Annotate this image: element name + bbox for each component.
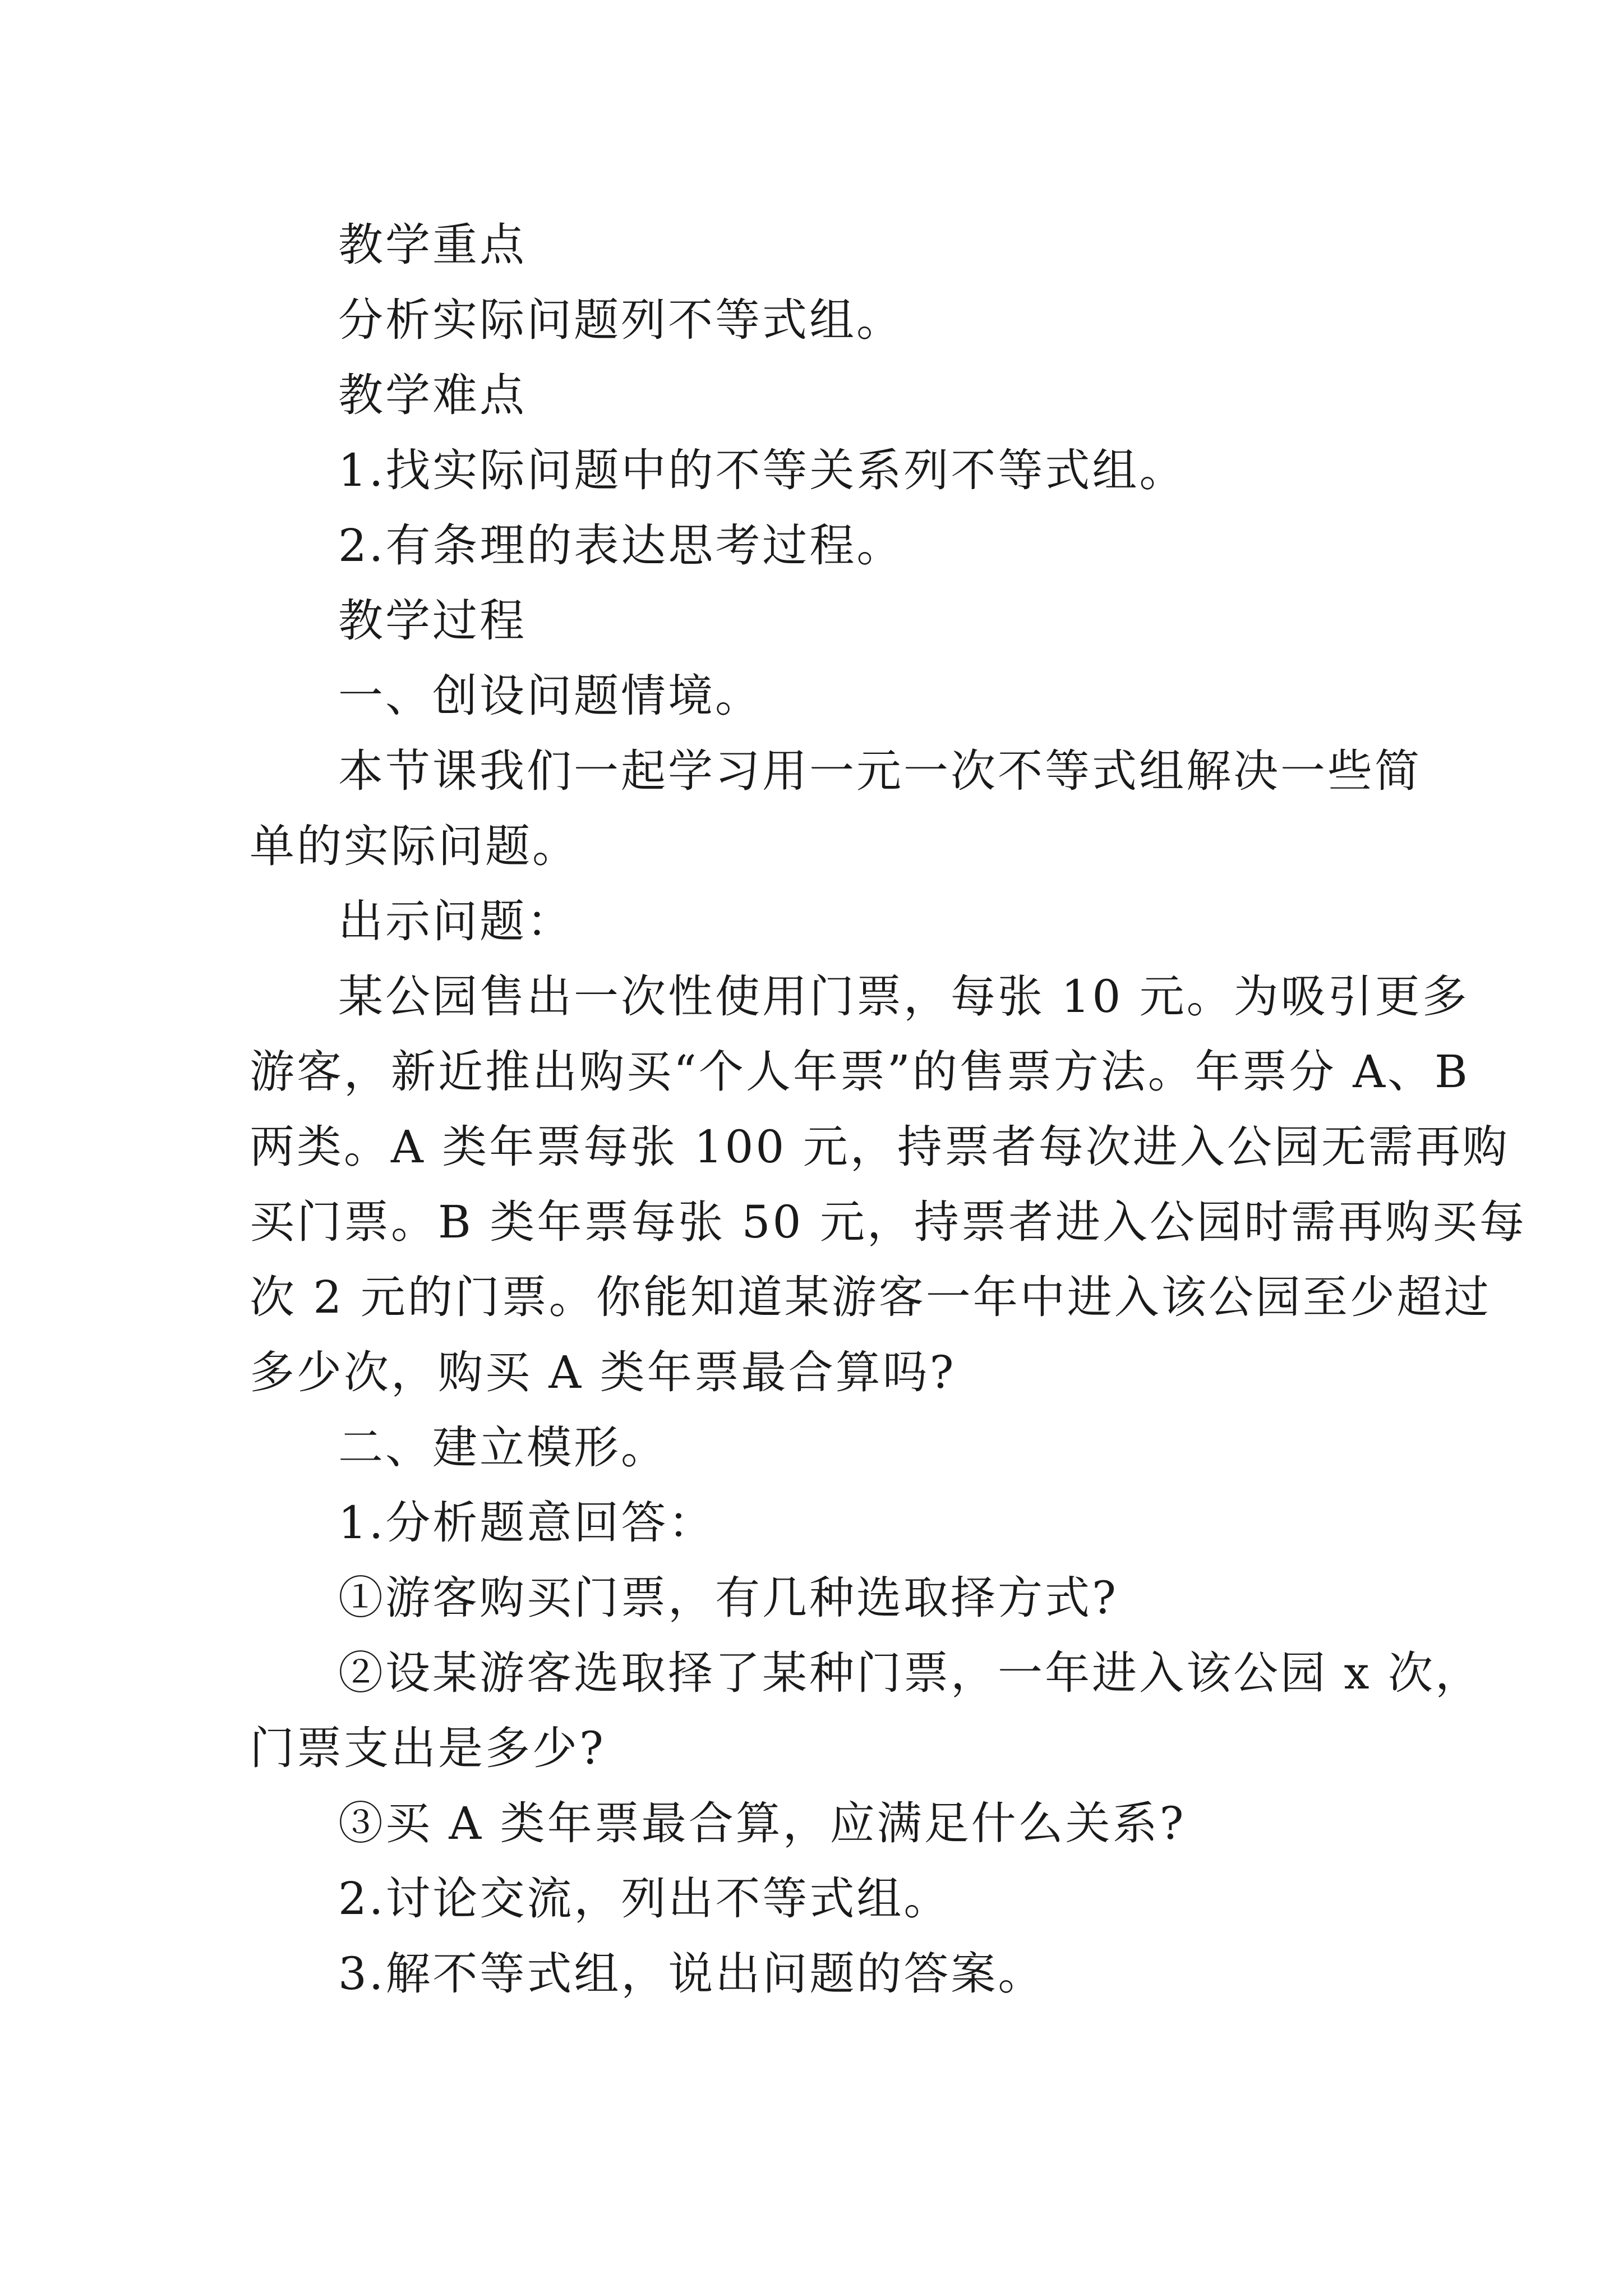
paragraph-line: 次 2 元的门票。你能知道某游客一年中进入该公园至少超过: [250, 1271, 1491, 1323]
paragraph-line: 某公园售出一次性使用门票，每张 10 元。为吸引更多: [338, 970, 1469, 1023]
paragraph-line: 分析实际问题列不等式组。: [338, 294, 903, 346]
section-heading: 二、建立模形。: [338, 1421, 668, 1474]
paragraph-line: 单的实际问题。: [250, 820, 579, 872]
list-item: 2.讨论交流，列出不等式组。: [338, 1872, 951, 1925]
list-item: 3.解不等式组，说出问题的答案。: [338, 1948, 1045, 2000]
list-item: 1.找实际问题中的不等关系列不等式组。: [338, 444, 1187, 496]
heading-teaching-focus: 教学重点: [338, 219, 527, 271]
paragraph-line: 两类。A 类年票每张 100 元，持票者每次进入公园无需再购: [250, 1121, 1510, 1173]
paragraph-line: 本节课我们一起学习用一元一次不等式组解决一些简: [338, 745, 1422, 797]
section-heading: 一、创设问题情境。: [338, 670, 762, 722]
heading-teaching-process: 教学过程: [338, 595, 527, 647]
list-item: ②设某游客选取择了某种门票，一年进入该公园 x 次，: [338, 1647, 1482, 1699]
list-item: 1.分析题意回答：: [338, 1497, 716, 1549]
paragraph-line: 门票支出是多少?: [250, 1722, 606, 1774]
document-body: [250, 208, 1527, 2012]
list-item: ③买 A 类年票最合算，应满足什么关系?: [338, 1797, 1186, 1849]
paragraph-line: 出示问题：: [338, 895, 574, 947]
paragraph-line: 买门票。B 类年票每张 50 元，持票者进入公园时需再购买每: [250, 1196, 1527, 1248]
list-item: ①游客购买门票，有几种选取择方式?: [338, 1572, 1118, 1624]
list-item: 2.有条理的表达思考过程。: [338, 519, 904, 572]
paragraph-line: 游客，新近推出购买“个人年票”的售票方法。年票分 A、B: [250, 1046, 1470, 1098]
paragraph-line: 多少次，购买 A 类年票最合算吗?: [250, 1346, 956, 1398]
heading-teaching-difficulty: 教学难点: [338, 369, 527, 421]
